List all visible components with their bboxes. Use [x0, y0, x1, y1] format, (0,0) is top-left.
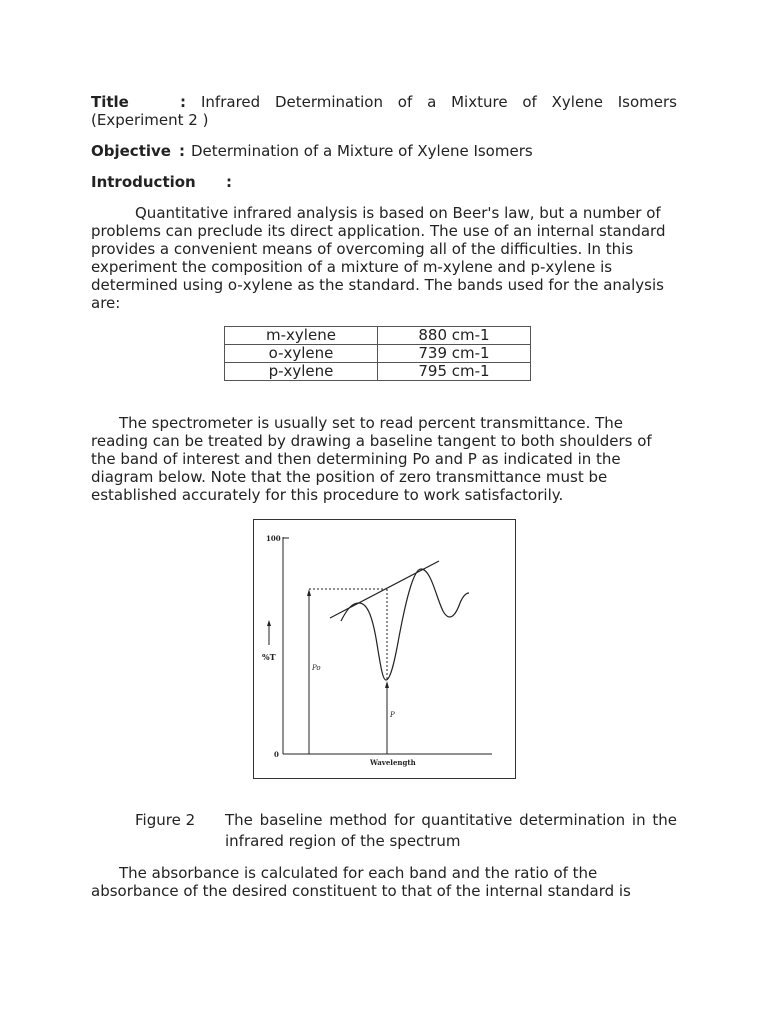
baseline-method-figure [253, 519, 516, 779]
table-row [225, 363, 531, 381]
table-cell-band: 739 cm-1 [378, 345, 531, 363]
title-label: Title [91, 93, 129, 111]
objective-colon: : [179, 142, 185, 160]
xylene-bands-table [224, 326, 531, 381]
table-cell-compound: p-xylene [225, 363, 378, 381]
y-bottom-label: 0 [274, 750, 279, 759]
objective-line [91, 142, 677, 160]
table-row [225, 345, 531, 363]
absorbance-paragraph-line-2: absorbance of the desired constituent to that of the internal standard is [91, 882, 631, 900]
title-line [91, 93, 677, 111]
objective-text: Determination of a Mixture of Xylene Isomers [191, 142, 533, 160]
title-colon: : [180, 93, 186, 111]
absorbance-paragraph-line-1: The absorbance is calculated for each band and the ratio of the [119, 864, 598, 882]
table-cell-compound: m-xylene [225, 327, 378, 345]
introduction-label: Introduction [91, 173, 196, 191]
intro-paragraph: Quantitative infrared analysis is based on Beer's law, but a number of problems can preclude its direct application. The use of an internal standard provides a convenient means of overcoming all of the difficulties. In this experiment the composition of a mixture of m-xylene and p-xylene is determined using o-xylene as the standard. The bands used for the analysis are: [91, 204, 666, 312]
table-row [225, 327, 531, 345]
introduction-heading [91, 173, 677, 191]
po-arrowhead-icon [307, 589, 311, 596]
p-arrowhead-icon [385, 681, 389, 688]
po-label: Po [312, 664, 321, 672]
title-line-2: (Experiment 2 ) [91, 111, 209, 129]
title-text: Infrared Determination of a Mixture of Xylene Isomers [201, 93, 677, 111]
spectrum-curve [341, 569, 469, 680]
table-cell-band: 880 cm-1 [378, 327, 531, 345]
p-label: P [390, 711, 395, 719]
up-arrowhead-icon [267, 620, 271, 626]
caption-label: Figure 2 [135, 811, 196, 829]
objective-label: Objective [91, 142, 171, 160]
table-cell-compound: o-xylene [225, 345, 378, 363]
figure-border [254, 520, 516, 779]
x-axis-label: Wavelength [370, 758, 416, 767]
spectrometer-paragraph: The spectrometer is usually set to read percent transmittance. The reading can be treated by drawing a baseline tangent to both shoulders of the band of interest and then determining Po and P as indicated in the diagram below. Note that the position of zero transmittance must be established accurately for this procedure to work satisfactorily. [91, 414, 652, 504]
table-cell-band: 795 cm-1 [378, 363, 531, 381]
y-axis-label: %T [262, 652, 276, 662]
introduction-colon: : [226, 173, 232, 191]
y-top-label: 100 [266, 534, 281, 543]
caption-text: The baseline method for quantitative determination in the infrared region of the spectrum [225, 811, 677, 850]
